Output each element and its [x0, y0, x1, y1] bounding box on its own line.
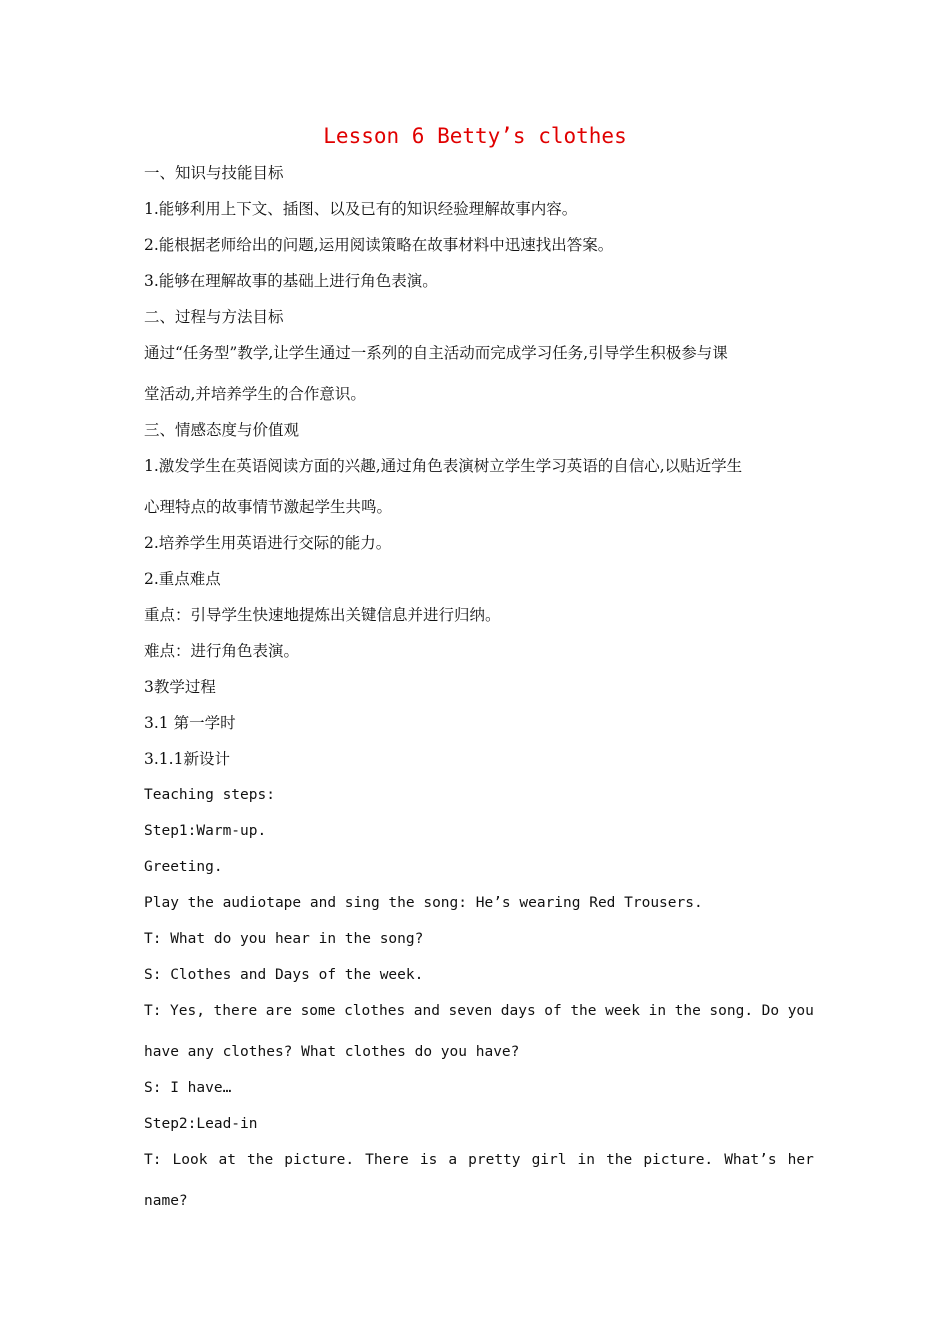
word: at — [218, 1152, 236, 1168]
word: you — [787, 1003, 814, 1019]
section-heading: 3.1 第一学时 — [144, 714, 236, 732]
word: T: — [144, 1152, 162, 1168]
section-heading: 二、过程与方法目标 — [144, 308, 284, 326]
word: the — [247, 1152, 274, 1168]
paragraph-line: 堂活动,并培养学生的合作意识。 — [144, 385, 366, 403]
paragraph-line: have any clothes? What clothes do you have? — [144, 1044, 520, 1060]
word: the — [570, 1003, 597, 1019]
word: is — [419, 1152, 438, 1168]
section-heading: 三、情感态度与价值观 — [144, 421, 300, 439]
paragraph-line: 2.培养学生用英语进行交际的能力。 — [144, 534, 392, 552]
paragraph-line: 1.激发学生在英语阅读方面的兴趣,通过角色表演树立学生学习英语的自信心,以贴近学生 — [144, 457, 743, 475]
word: a — [448, 1152, 458, 1168]
paragraph-line: 重点：引导学生快速地提炼出关键信息并进行归纳。 — [144, 606, 501, 624]
paragraph-line: 3.能够在理解故事的基础上进行角色表演。 — [144, 272, 438, 290]
paragraph-line: 2.能根据老师给出的问题,运用阅读策略在故事材料中迅速找出答案。 — [144, 236, 614, 254]
paragraph-line: name? — [144, 1193, 188, 1209]
paragraph-line: 1.能够利用上下文、插图、以及已有的知识经验理解故事内容。 — [144, 200, 578, 218]
paragraph-line: T: What do you hear in the song? — [144, 931, 424, 947]
word: picture. — [643, 1152, 714, 1168]
word: of — [544, 1003, 562, 1019]
word: pretty — [468, 1152, 521, 1168]
section-heading: 3.1.1新设计 — [144, 750, 230, 768]
word: Look — [172, 1152, 208, 1168]
paragraph-line: Play the audiotape and sing the song: He’s wearing Red Trousers. — [144, 895, 703, 911]
word: Yes, — [170, 1003, 205, 1019]
word: the — [606, 1152, 633, 1168]
section-heading: 3教学过程 — [144, 678, 216, 696]
paragraph-line: Greeting. — [144, 859, 223, 875]
section-heading: 2.重点难点 — [144, 570, 221, 588]
word: there — [213, 1003, 258, 1019]
paragraph-line: Teaching steps: — [144, 787, 275, 803]
paragraph-line: S: Clothes and Days of the week. — [144, 967, 424, 983]
paragraph-line: S: I have… — [144, 1080, 232, 1096]
word: some — [300, 1003, 336, 1019]
paragraph-line: 难点：进行角色表演。 — [144, 642, 300, 660]
word: and — [413, 1003, 440, 1019]
word: are — [265, 1003, 292, 1019]
word: Do — [761, 1003, 780, 1019]
word: week — [605, 1003, 641, 1019]
word: T: — [144, 1003, 162, 1019]
word: seven — [448, 1003, 493, 1019]
word: the — [674, 1003, 701, 1019]
word: in — [648, 1003, 667, 1019]
word: days — [500, 1003, 536, 1019]
word: There — [365, 1152, 409, 1168]
paragraph-line: 通过“任务型”教学,让学生通过一系列的自主活动而完成学习任务,引导学生积极参与课 — [144, 344, 728, 362]
word: clothes — [344, 1003, 406, 1019]
word: What’s — [724, 1152, 777, 1168]
paragraph-line — [144, 1149, 814, 1171]
word: in — [577, 1152, 596, 1168]
word: picture. — [284, 1152, 355, 1168]
paragraph-line: Step1:Warm-up. — [144, 823, 267, 839]
word: song. — [709, 1003, 754, 1019]
paragraph-line: 心理特点的故事情节激起学生共鸣。 — [144, 498, 393, 516]
section-heading: 一、知识与技能目标 — [144, 164, 284, 182]
document-title: Lesson 6 Betty’s clothes — [323, 124, 627, 148]
paragraph-line — [144, 1000, 814, 1022]
word: her — [787, 1152, 814, 1168]
paragraph-line: Step2:Lead-in — [144, 1116, 258, 1132]
word: girl — [531, 1152, 567, 1168]
